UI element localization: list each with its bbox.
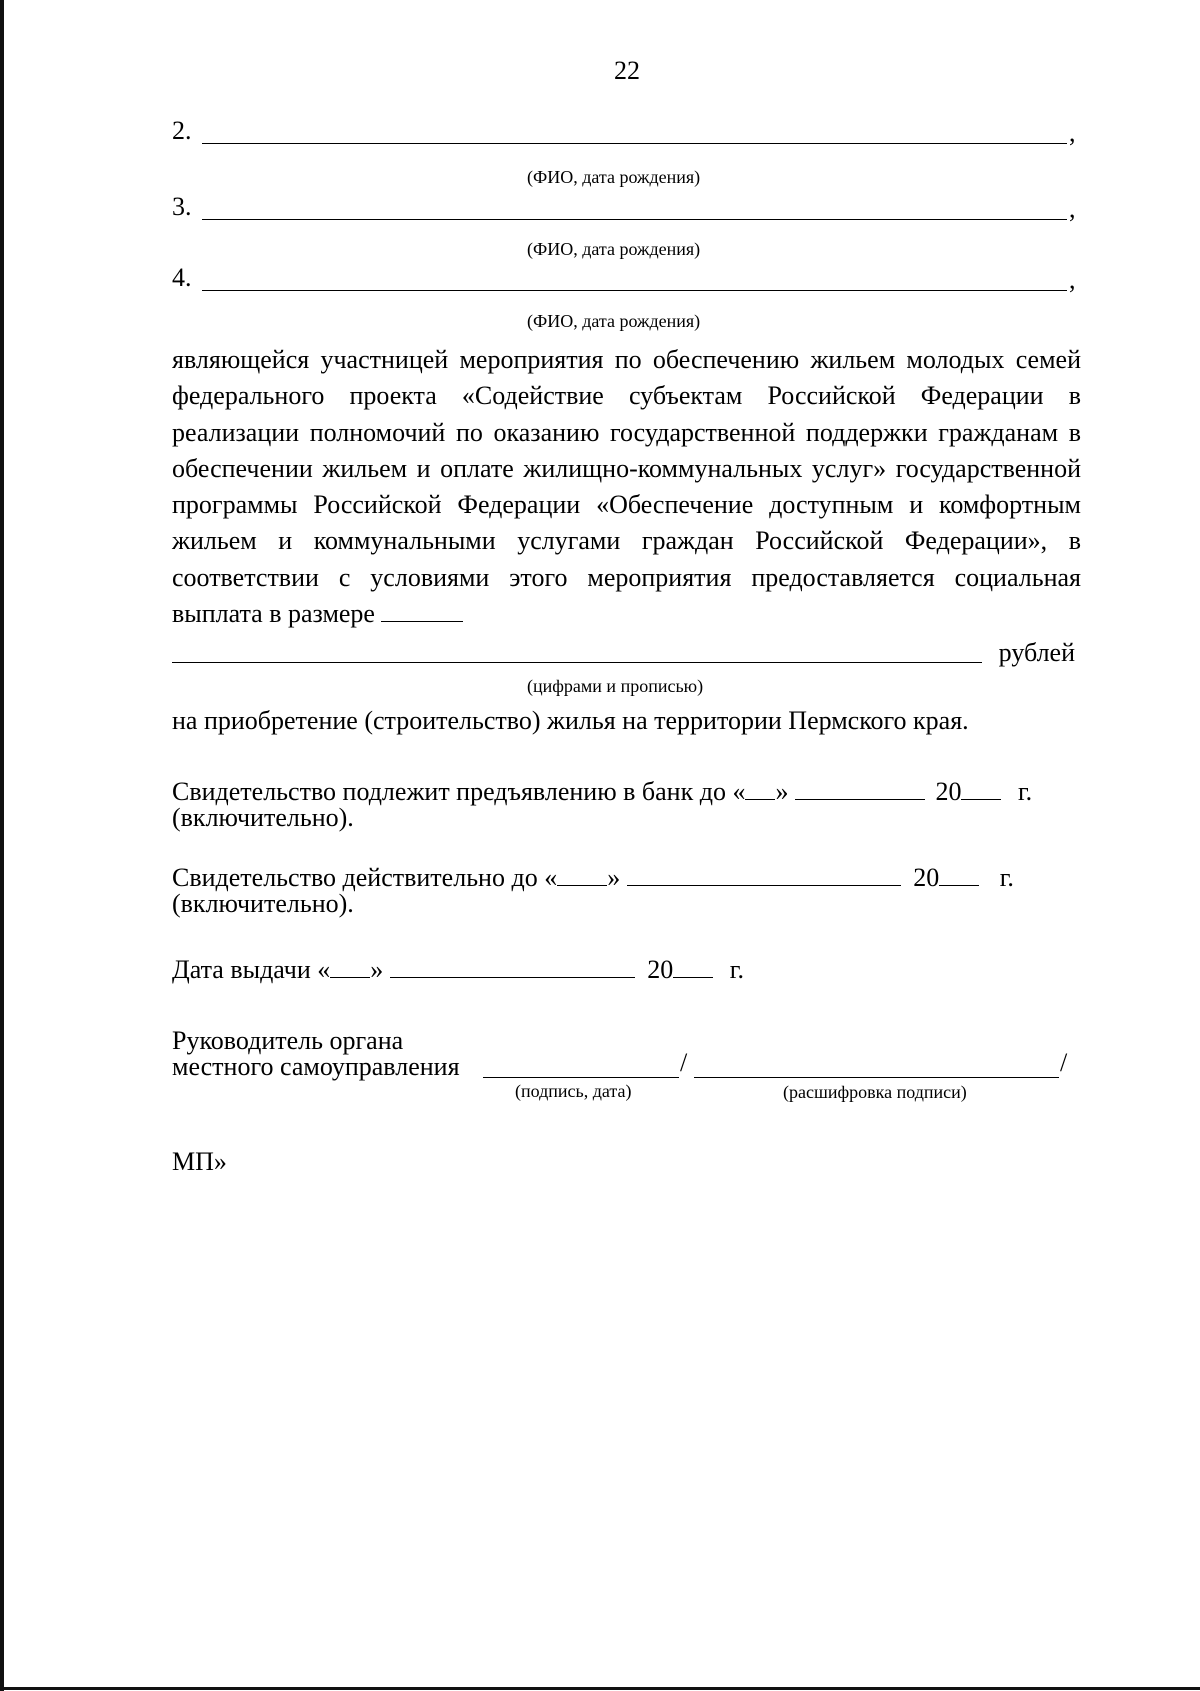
signature-title (172, 1028, 460, 1080)
member-row (172, 261, 1084, 295)
member-caption: (ФИО, дата рождения) (527, 239, 701, 259)
signature-decoding-field[interactable] (694, 1077, 1059, 1078)
member-comma: , (1069, 265, 1076, 294)
member-caption: (ФИО, дата рождения) (527, 311, 701, 331)
member-name-field[interactable] (202, 219, 1067, 220)
issue-date-prefix: Дата выдачи « (172, 955, 331, 984)
valid-until-year-field[interactable] (939, 864, 979, 886)
signature-slash: / (680, 1048, 688, 1077)
page-left-edge (0, 0, 4, 1691)
payment-amount-field[interactable] (172, 662, 982, 663)
valid-until-year-suffix: г. (999, 863, 1014, 892)
member-number: 4. (172, 263, 192, 292)
issue-date-year-suffix: г. (729, 955, 745, 984)
valid-until-year-prefix: 20 (913, 863, 940, 892)
bank-deadline-year-prefix: 20 (935, 777, 962, 806)
member-number: 3. (172, 192, 192, 221)
signature-slash-end: / (1060, 1048, 1068, 1077)
page-bottom-edge (0, 1687, 1200, 1690)
bank-deadline-year-suffix: г. (1017, 777, 1033, 806)
bank-deadline-prefix: Свидетельство подлежит предъявлению в банк до « (172, 777, 746, 806)
main-paragraph-text: являющейся участницей мероприятия по обеспечению жильем молодых семей федерального проекта «Содействие субъектам Российской Федерации в реализации полномочий по оказанию государственной поддержки гражданам в обеспечении жильем и оплате жилищно-коммунальных услуг» государственной программы Российской Федерации «Обеспечение доступным и комфортным жильем и коммунальными услугами граждан Российской Федерации», в соответствии с условиями этого мероприятия предоставляется социальная выплата в размере (172, 345, 1081, 629)
valid-until-block (172, 864, 1014, 917)
payment-amount-field-start[interactable] (381, 601, 463, 622)
stamp-place-label: МП» (172, 1147, 227, 1176)
bank-deadline-inclusive: (включительно). (172, 803, 354, 832)
member-row (172, 114, 1084, 148)
bank-deadline-block (172, 778, 1032, 831)
amount-currency-label: рублей (998, 638, 1075, 667)
issue-date-quote-close: » (370, 955, 384, 984)
main-paragraph (172, 342, 1081, 632)
bank-deadline-year-field[interactable] (961, 778, 1001, 800)
valid-until-inclusive: (включительно). (172, 889, 354, 918)
amount-caption: (цифрами и прописью) (527, 676, 704, 696)
member-comma: , (1069, 118, 1076, 147)
signature-field[interactable] (483, 1077, 679, 1078)
issue-date-block (172, 956, 744, 983)
valid-until-day-field[interactable] (557, 864, 607, 886)
bank-deadline-day-field[interactable] (745, 778, 775, 800)
member-name-field[interactable] (202, 143, 1067, 144)
issue-date-year-prefix: 20 (647, 955, 674, 984)
member-caption: (ФИО, дата рождения) (527, 167, 701, 187)
member-name-field[interactable] (202, 290, 1067, 291)
amount-row (172, 632, 1081, 668)
issue-date-year-field[interactable] (673, 956, 713, 978)
member-number: 2. (172, 116, 192, 145)
purpose-line: на приобретение (строительство) жилья на территории Пермского края. (172, 706, 969, 735)
bank-deadline-quote-close: » (775, 777, 789, 806)
member-comma: , (1069, 194, 1076, 223)
valid-until-quote-close: » (607, 863, 621, 892)
page-number: 22 (614, 56, 640, 85)
valid-until-prefix: Свидетельство действительно до « (172, 863, 558, 892)
signature-title-line-2: местного самоуправления (172, 1052, 460, 1081)
issue-date-day-field[interactable] (330, 956, 370, 978)
signature-decoding-caption: (расшифровка подписи) (783, 1082, 967, 1102)
bank-deadline-month-field[interactable] (795, 778, 925, 800)
signature-caption: (подпись, дата) (515, 1081, 632, 1101)
valid-until-month-field[interactable] (627, 864, 901, 886)
member-row (172, 190, 1084, 224)
signature-title-line-1: Руководитель органа (172, 1026, 404, 1055)
issue-date-month-field[interactable] (390, 956, 635, 978)
